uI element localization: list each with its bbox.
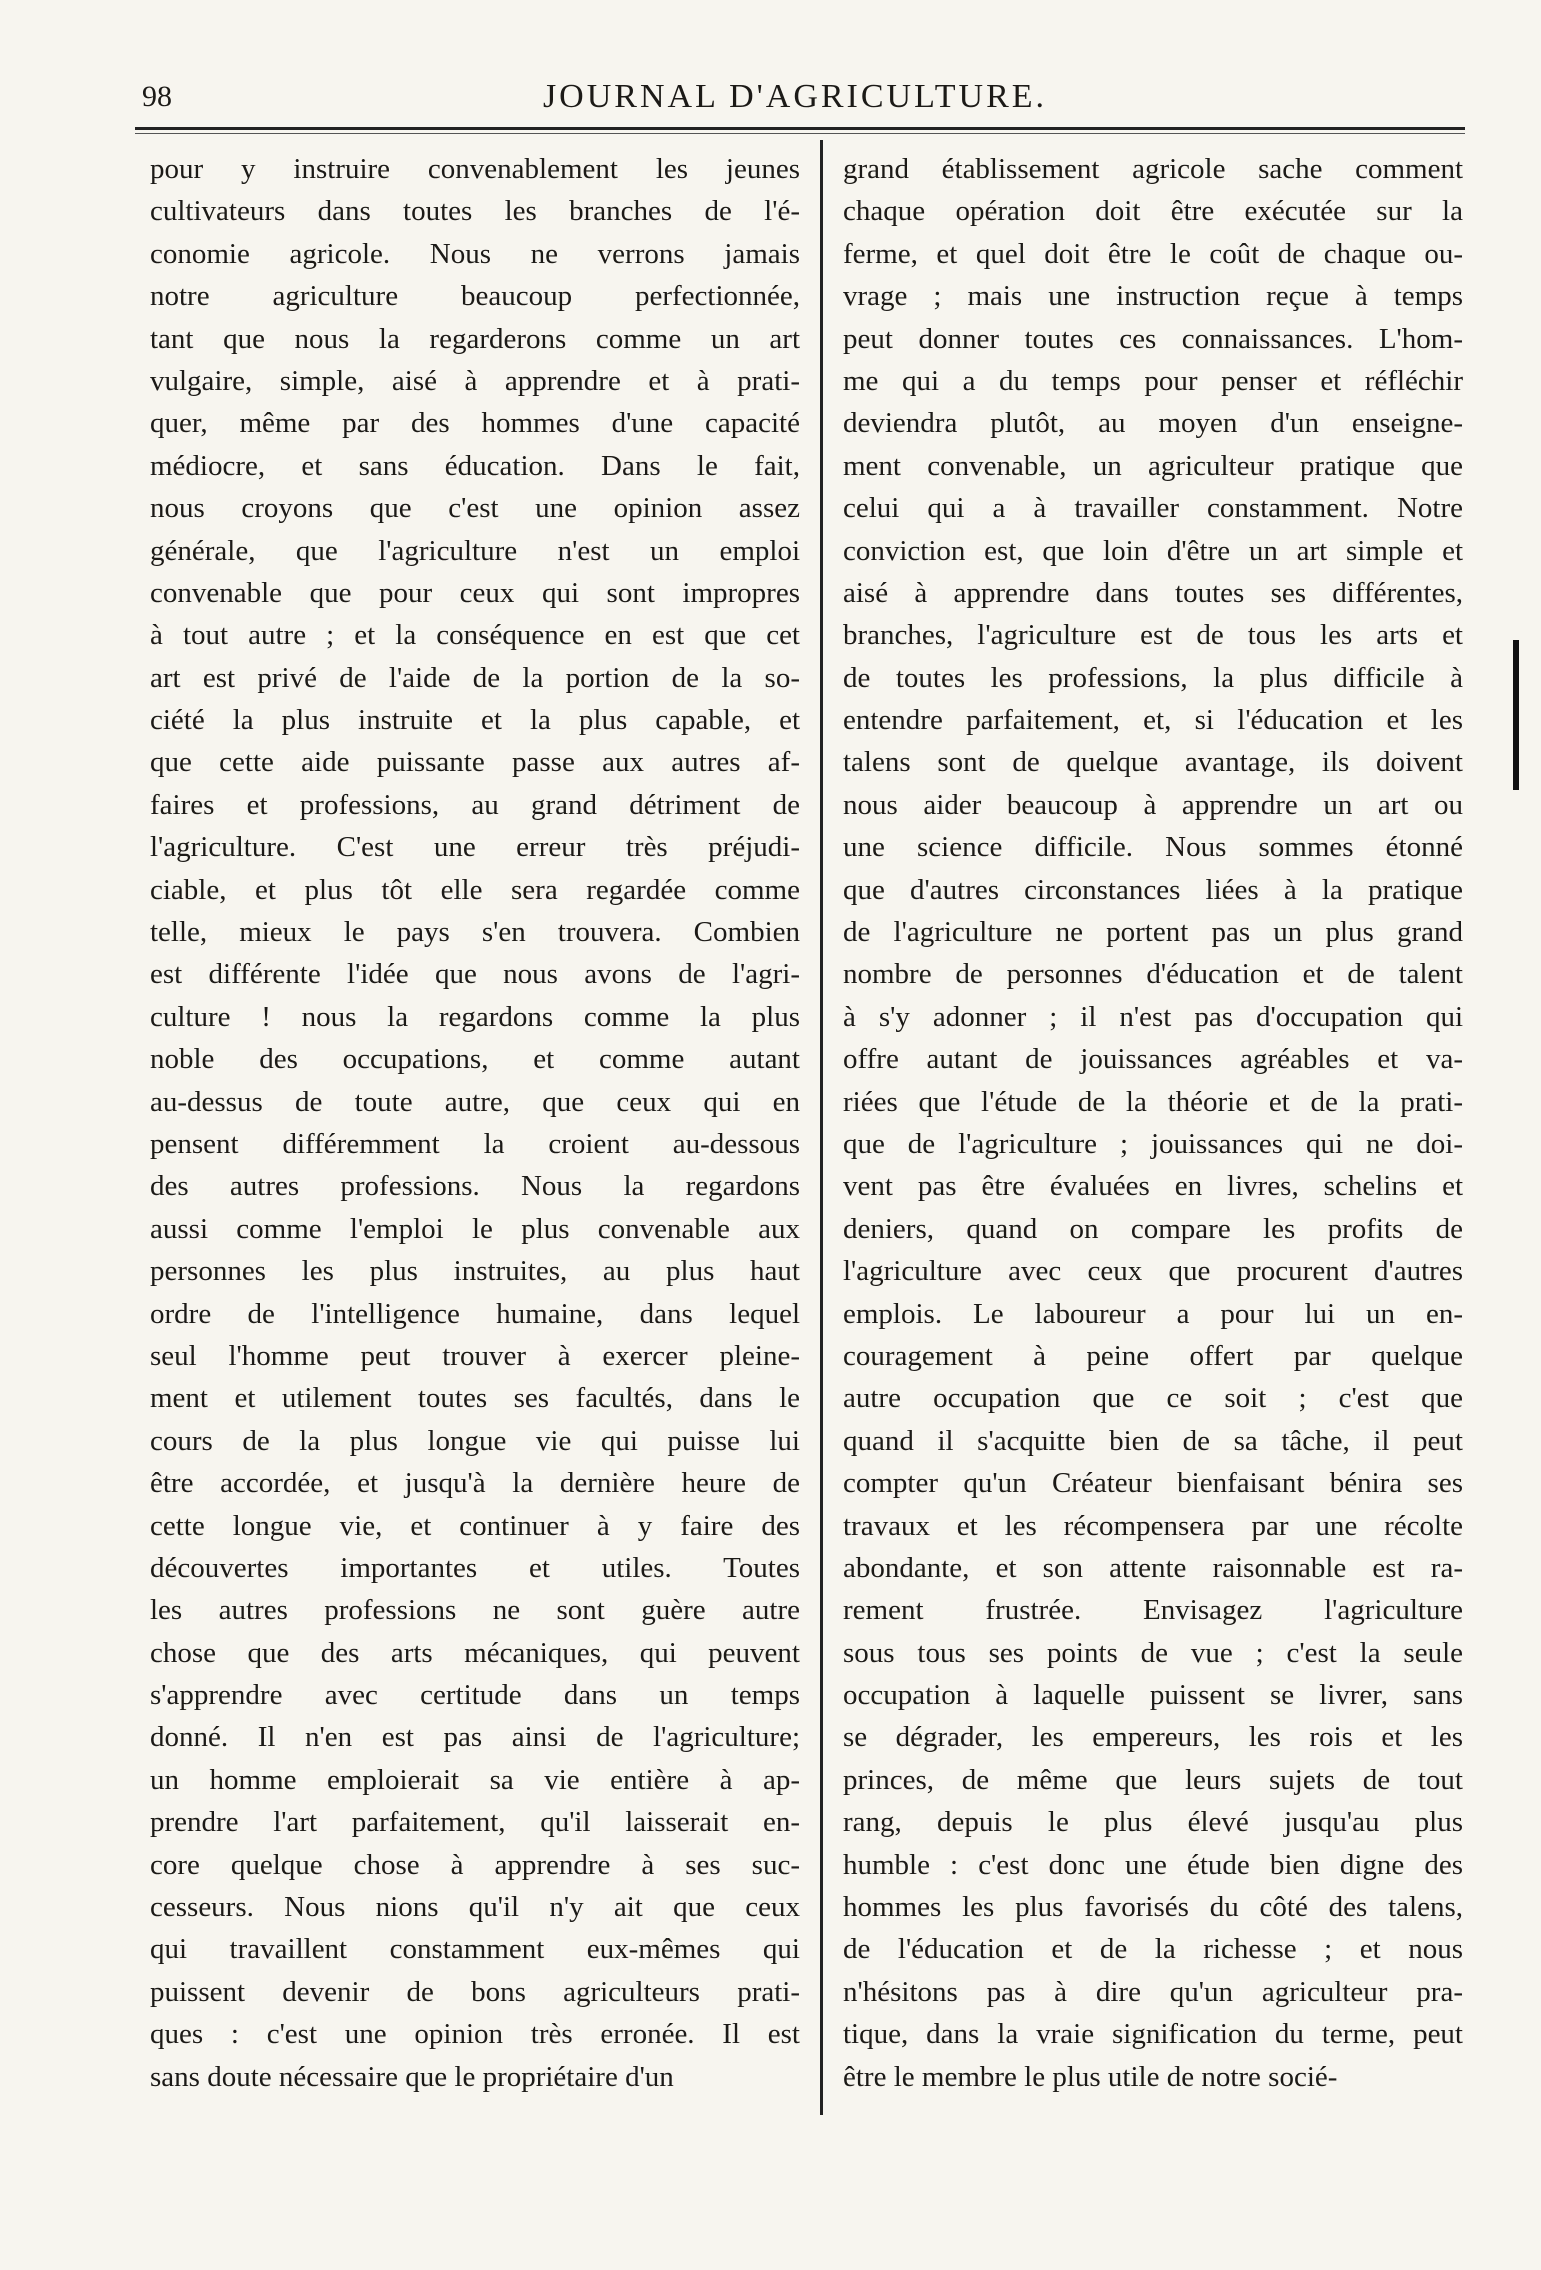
running-title: JOURNAL D'AGRICULTURE. xyxy=(542,78,1048,115)
text-line: cultivateurs dans toutes les branches de l'é- xyxy=(150,195,800,228)
text-line: me qui a du temps pour penser et réfléchir xyxy=(843,364,1463,397)
text-line: que de l'agriculture ; jouissances qui ne doi- xyxy=(843,1127,1463,1160)
text-line: prendre l'art parfaitement, qu'il laisserait en- xyxy=(150,1806,800,1839)
text-line: médiocre, et sans éducation. Dans le fait, xyxy=(150,449,800,482)
text-line: se dégrader, les empereurs, les rois et les xyxy=(843,1721,1463,1754)
text-line: cesseurs. Nous nions qu'il n'y ait que ceux xyxy=(150,1891,800,1924)
text-line: nombre de personnes d'éducation et de talent xyxy=(843,958,1463,991)
text-line: générale, que l'agriculture n'est un emploi xyxy=(150,534,800,567)
text-line: que cette aide puissante passe aux autres af- xyxy=(150,746,800,779)
text-line: nous aider beaucoup à apprendre un art ou xyxy=(843,788,1463,821)
text-line: deviendra plutôt, au moyen d'un enseigne- xyxy=(843,407,1463,440)
text-line: princes, de même que leurs sujets de tout xyxy=(843,1763,1463,1796)
page-edge-mark xyxy=(1513,640,1519,790)
page-header xyxy=(130,70,1460,120)
text-line: noble des occupations, et comme autant xyxy=(150,1043,800,1076)
text-line: branches, l'agriculture est de tous les arts et xyxy=(843,619,1463,652)
text-line: cours de la plus longue vie qui puisse lui xyxy=(150,1424,800,1457)
text-line: humble : c'est donc une étude bien digne des xyxy=(843,1848,1463,1881)
header-rule xyxy=(135,127,1465,130)
left-column xyxy=(150,148,800,2098)
text-line: convenable que pour ceux qui sont impropres xyxy=(150,576,800,609)
text-line: chaque opération doit être exécutée sur la xyxy=(843,195,1463,228)
text-line: grand établissement agricole sache comment xyxy=(843,153,1463,185)
text-line: ferme, et quel doit être le coût de chaque ou- xyxy=(843,237,1463,270)
text-line: conviction est, que loin d'être un art simple et xyxy=(843,534,1463,567)
text-line: des autres professions. Nous la regardons xyxy=(150,1170,800,1203)
text-line: seul l'homme peut trouver à exercer pleine- xyxy=(150,1339,800,1372)
text-line: core quelque chose à apprendre à ses suc- xyxy=(150,1848,800,1881)
text-line: ques : c'est une opinion très erronée. Il est xyxy=(150,2018,800,2051)
text-line: est différente l'idée que nous avons de l'agri- xyxy=(150,958,800,991)
text-line: compter qu'un Créateur bienfaisant bénira ses xyxy=(843,1467,1463,1500)
text-line: s'apprendre avec certitude dans un temps xyxy=(150,1679,800,1712)
text-line: ordre de l'intelligence humaine, dans lequel xyxy=(150,1297,800,1330)
text-line: de l'agriculture ne portent pas un plus grand xyxy=(843,916,1463,949)
text-line: vrage ; mais une instruction reçue à temps xyxy=(843,280,1463,313)
text-line: telle, mieux le pays s'en trouvera. Combien xyxy=(150,916,800,949)
text-line: être accordée, et jusqu'à la dernière heure de xyxy=(150,1467,800,1500)
text-line: pour y instruire convenablement les jeunes xyxy=(150,153,800,185)
text-line: au-dessus de toute autre, que ceux qui en xyxy=(150,1085,800,1118)
text-line: donné. Il n'en est pas ainsi de l'agriculture; xyxy=(150,1721,800,1754)
text-line: une science difficile. Nous sommes étonné xyxy=(843,831,1463,864)
text-line: abondante, et son attente raisonnable est ra- xyxy=(843,1551,1463,1584)
text-line: conomie agricole. Nous ne verrons jamais xyxy=(150,237,800,270)
right-column xyxy=(843,148,1463,2098)
text-line: que d'autres circonstances liées à la pratique xyxy=(843,873,1463,906)
text-line: un homme emploierait sa vie entière à ap- xyxy=(150,1763,800,1796)
text-line: ment et utilement toutes ses facultés, dans le xyxy=(150,1382,800,1415)
text-line: couragement à peine offert par quelque xyxy=(843,1339,1463,1372)
text-line: n'hésitons pas à dire qu'un agriculteur pra- xyxy=(843,1975,1463,2008)
text-line: découvertes importantes et utiles. Toutes xyxy=(150,1551,800,1584)
text-line: l'agriculture avec ceux que procurent d'autres xyxy=(843,1255,1463,1288)
text-line: travaux et les récompensera par une récolte xyxy=(843,1509,1463,1542)
text-line: les autres professions ne sont guère autre xyxy=(150,1594,800,1627)
text-line: qui travaillent constamment eux-mêmes qui xyxy=(150,1933,800,1966)
text-line: pensent différemment la croient au-dessous xyxy=(150,1127,800,1160)
text-line: hommes les plus favorisés du côté des talens, xyxy=(843,1891,1463,1924)
text-line: de toutes les professions, la plus difficile à xyxy=(843,661,1463,694)
text-line: notre agriculture beaucoup perfectionnée, xyxy=(150,280,800,313)
text-line: l'agriculture. C'est une erreur très préjudi- xyxy=(150,831,800,864)
page-number: 98 xyxy=(142,80,172,113)
text-line: chose que des arts mécaniques, qui peuvent xyxy=(150,1636,800,1669)
text-line: être le membre le plus utile de notre socié- xyxy=(843,2060,1338,2093)
text-line: quand il s'acquitte bien de sa tâche, il peut xyxy=(843,1424,1463,1457)
header-rule-thin xyxy=(135,133,1465,134)
text-line: deniers, quand on compare les profits de xyxy=(843,1212,1463,1245)
text-line: offre autant de jouissances agréables et va- xyxy=(843,1043,1463,1076)
text-line: art est privé de l'aide de la portion de la so- xyxy=(150,661,800,694)
text-line: cette longue vie, et continuer à y faire des xyxy=(150,1509,800,1542)
text-line: peut donner toutes ces connaissances. L'hom- xyxy=(843,322,1463,355)
text-line: vulgaire, simple, aisé à apprendre et à prati- xyxy=(150,364,800,397)
text-line: celui qui a à travailler constamment. Notre xyxy=(843,492,1463,525)
text-line: vent pas être évaluées en livres, schelins et xyxy=(843,1170,1463,1203)
text-line: culture ! nous la regardons comme la plus xyxy=(150,1000,800,1033)
text-line: rang, depuis le plus élevé jusqu'au plus xyxy=(843,1806,1463,1839)
text-line: aisé à apprendre dans toutes ses différentes, xyxy=(843,576,1463,609)
text-line: talens sont de quelque avantage, ils doivent xyxy=(843,746,1463,779)
text-line: occupation à laquelle puissent se livrer, sans xyxy=(843,1679,1463,1712)
text-line: ciable, et plus tôt elle sera regardée comme xyxy=(150,873,800,906)
text-line: sous tous ses points de vue ; c'est la seule xyxy=(843,1636,1463,1669)
text-line: tant que nous la regarderons comme un art xyxy=(150,322,800,355)
text-line: ment convenable, un agriculteur pratique que xyxy=(843,449,1463,482)
text-line: emplois. Le laboureur a pour lui un en- xyxy=(843,1297,1463,1330)
text-line: à tout autre ; et la conséquence en est que cet xyxy=(150,619,800,652)
text-line: puissent devenir de bons agriculteurs prati- xyxy=(150,1975,800,2008)
text-line: ciété la plus instruite et la plus capable, et xyxy=(150,704,800,737)
text-line: riées que l'étude de la théorie et de la prati- xyxy=(843,1085,1463,1118)
text-line: de l'éducation et de la richesse ; et nous xyxy=(843,1933,1463,1966)
text-line: autre occupation que ce soit ; c'est que xyxy=(843,1382,1463,1415)
text-line: tique, dans la vraie signification du terme, peut xyxy=(843,2018,1463,2051)
column-divider xyxy=(820,140,823,2115)
text-line: quer, même par des hommes d'une capacité xyxy=(150,407,800,440)
text-line: personnes les plus instruites, au plus haut xyxy=(150,1255,800,1288)
text-line: aussi comme l'emploi le plus convenable aux xyxy=(150,1212,800,1245)
text-line: faires et professions, au grand détriment de xyxy=(150,788,800,821)
text-line: à s'y adonner ; il n'est pas d'occupation qui xyxy=(843,1000,1463,1033)
text-line: sans doute nécessaire que le propriétaire d'un xyxy=(150,2060,674,2093)
text-line: nous croyons que c'est une opinion assez xyxy=(150,492,800,525)
text-line: rement frustrée. Envisagez l'agriculture xyxy=(843,1594,1463,1627)
text-line: entendre parfaitement, et, si l'éducation et les xyxy=(843,704,1463,737)
